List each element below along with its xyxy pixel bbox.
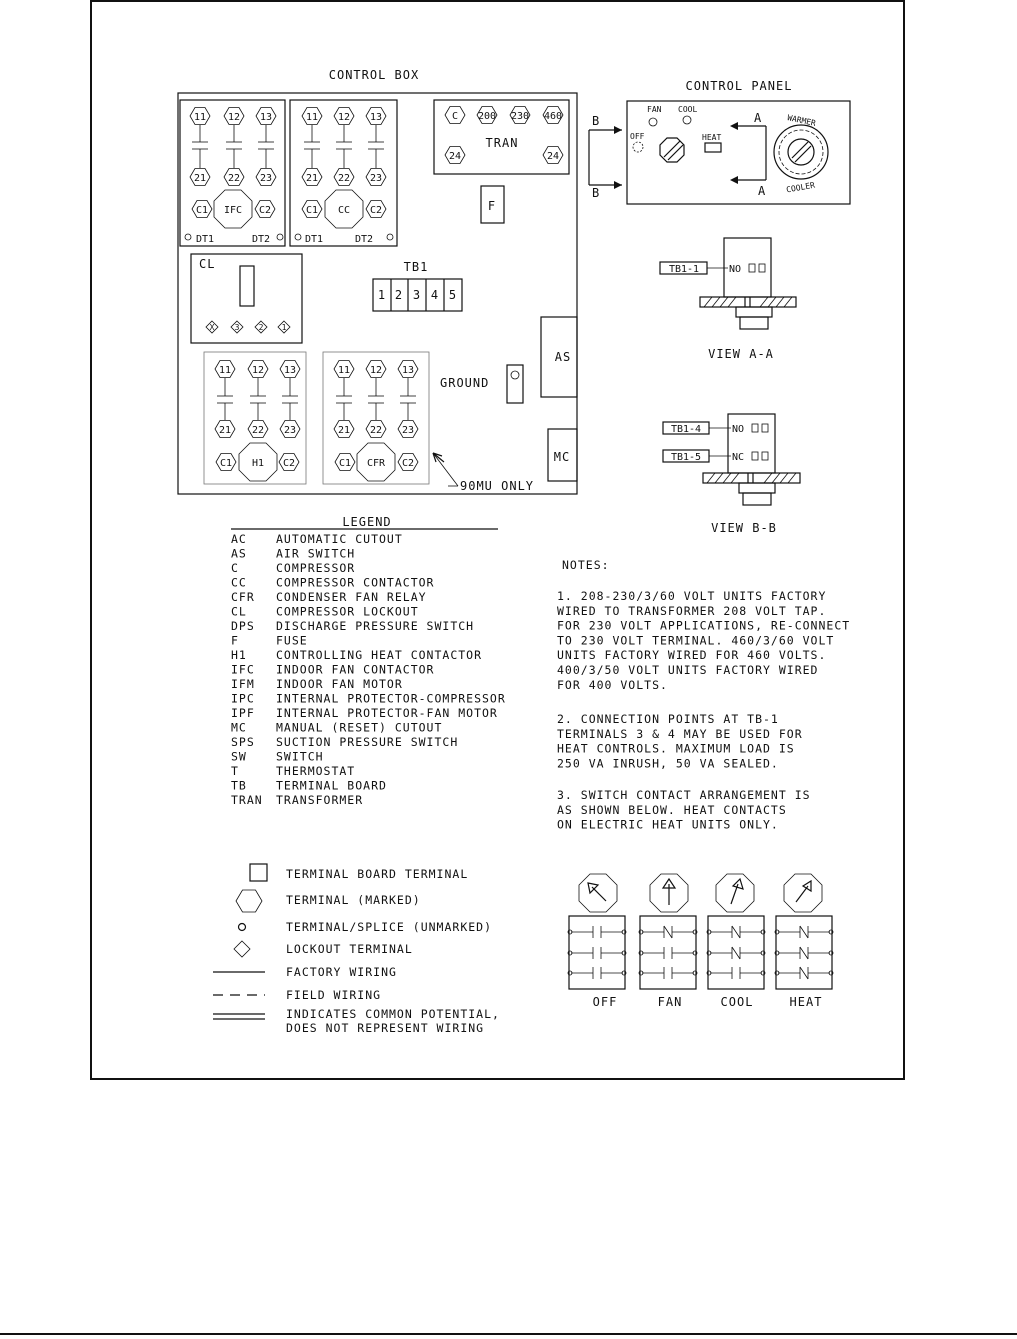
legend-description: CONDENSER FAN RELAY: [276, 590, 427, 604]
symbol-lockout-label: LOCKOUT TERMINAL: [286, 942, 413, 956]
control-box-title: CONTROL BOX: [328, 68, 420, 82]
terminal-12: 12: [251, 365, 265, 376]
section-b-top: B: [592, 114, 601, 128]
terminal-21: 21: [305, 173, 319, 184]
note-line: UNITS FACTORY WIRED FOR 460 VOLTS.: [557, 648, 827, 663]
dt1-label: DT1: [196, 234, 215, 245]
view-aa-cell: NO: [729, 264, 742, 275]
legend-description: AIR SWITCH: [276, 546, 356, 561]
switch-off-label: OFF: [592, 995, 618, 1009]
terminal-11: 11: [193, 112, 207, 123]
terminal-22: 22: [369, 425, 383, 436]
cool-label: COOL: [678, 105, 698, 114]
terminal-board-tb1: [373, 260, 462, 311]
legend-code: MC: [231, 720, 247, 735]
symbol-common-label-1: INDICATES COMMON POTENTIAL,: [286, 1007, 500, 1021]
legend-code: CL: [231, 604, 247, 619]
cooler-label: COOLER: [785, 180, 816, 195]
note-line: 250 VA INRUSH, 50 VA SEALED.: [557, 756, 779, 771]
air-switch-label: AS: [554, 350, 572, 364]
note-line: FOR 230 VOLT APPLICATIONS, RE-CONNECT: [557, 618, 851, 633]
tap-230: 230: [510, 111, 530, 122]
coil-c2: C2: [369, 205, 383, 216]
legend-code: AC: [231, 532, 247, 546]
coil-c2: C2: [258, 205, 272, 216]
lockout-1: 1: [281, 323, 287, 332]
terminal-22: 22: [337, 173, 351, 184]
control-panel-title: CONTROL PANEL: [685, 79, 793, 93]
legend-description: INTERNAL PROTECTOR-FAN MOTOR: [276, 706, 498, 720]
terminal-13: 13: [369, 112, 383, 123]
contactor-h1: [204, 352, 306, 484]
symbol-field-label: FIELD WIRING: [286, 988, 382, 1002]
legend-description: TRANSFORMER: [276, 793, 364, 807]
legend-code: F: [231, 633, 239, 648]
terminal-marked-symbol: [236, 890, 262, 912]
notes: [557, 558, 850, 832]
legend-code: CFR: [231, 590, 255, 604]
legend-description: INDOOR FAN CONTACTOR: [276, 662, 435, 677]
ground-label: GROUND: [440, 376, 490, 390]
view-bb-cell-top: NO: [732, 424, 745, 435]
terminal-12: 12: [227, 112, 241, 123]
terminal-13: 13: [283, 365, 297, 376]
legend-description: THERMOSTAT: [276, 764, 356, 778]
tb1-terminal-5: 5: [448, 288, 458, 302]
coil-c2: C2: [282, 458, 296, 469]
cl-label: CL: [199, 257, 216, 271]
symbol-terminal-board-label: TERMINAL BOARD TERMINAL: [286, 867, 469, 881]
legend-title: LEGEND: [342, 515, 392, 529]
symbol-common-label-2: DOES NOT REPRESENT WIRING: [286, 1021, 485, 1035]
section-a-top: A: [754, 111, 763, 125]
note-line: AS SHOWN BELOW. HEAT CONTACTS: [557, 802, 787, 817]
view-aa: [660, 238, 796, 361]
view-bb: [663, 414, 800, 535]
legend-code: IPC: [231, 691, 255, 706]
90mu-only-label: 90MU ONLY: [460, 479, 535, 493]
symbol-terminal-splice-label: TERMINAL/SPLICE (UNMARKED): [286, 920, 493, 934]
terminal-splice-symbol: [239, 924, 246, 931]
lockout-3: 3: [234, 323, 240, 332]
warmer-label: WARMER: [786, 113, 817, 128]
legend-description: FUSE: [276, 633, 308, 648]
terminal-22: 22: [251, 425, 265, 436]
note-line: TO 230 VOLT TERMINAL. 460/3/60 VOLT: [557, 633, 835, 648]
coil-cc: CC: [337, 205, 351, 216]
terminal-21: 21: [218, 425, 232, 436]
terminal-22: 22: [227, 173, 241, 184]
switch-fan-label: FAN: [657, 995, 683, 1009]
legend: [231, 515, 506, 807]
terminal-11: 11: [305, 112, 319, 123]
section-a-bottom: A: [758, 184, 767, 198]
coil-h1: H1: [251, 458, 265, 469]
coil-c1: C1: [219, 458, 233, 469]
symbol-key: [213, 864, 500, 1035]
terminal-21: 21: [193, 173, 207, 184]
contactor-ifc: [180, 100, 285, 246]
legend-code: TB: [231, 778, 247, 793]
note-line: 2. CONNECTION POINTS AT TB-1: [557, 712, 779, 726]
legend-description: COMPRESSOR LOCKOUT: [276, 604, 419, 619]
fan-indicator: [649, 118, 657, 126]
terminal-23: 23: [283, 425, 297, 436]
note-line: 3. SWITCH CONTACT ARRANGEMENT IS: [557, 788, 811, 802]
terminal-11: 11: [337, 365, 351, 376]
tap-460: 460: [543, 111, 563, 122]
fuse-label: F: [487, 199, 497, 213]
coil-cfr: CFR: [366, 458, 386, 469]
legend-description: SWITCH: [276, 749, 324, 764]
legend-description: MANUAL (RESET) CUTOUT: [276, 720, 443, 735]
legend-code: T: [231, 764, 239, 778]
note-line: TERMINALS 3 & 4 MAY BE USED FOR: [557, 726, 803, 741]
tb1-terminal-2: 2: [394, 288, 404, 302]
coil-c1: C1: [338, 458, 352, 469]
terminal-13: 13: [401, 365, 415, 376]
terminal-12: 12: [369, 365, 383, 376]
legend-description: TERMINAL BOARD: [276, 778, 387, 793]
terminal-23: 23: [259, 173, 273, 184]
switch-cool-label: COOL: [720, 995, 754, 1009]
coil-c1: C1: [195, 205, 209, 216]
view-bb-cell-bottom: NC: [732, 452, 745, 463]
terminal-12: 12: [337, 112, 351, 123]
terminal-21: 21: [337, 425, 351, 436]
note-line: 400/3/50 VOLT UNITS FACTORY WIRED: [557, 663, 819, 677]
view-aa-title: VIEW A-A: [708, 347, 774, 361]
dt1-label: DT1: [305, 234, 324, 245]
tb1-terminal-1: 1: [377, 288, 387, 302]
heat-indicator: [705, 143, 721, 152]
legend-code: SPS: [231, 735, 255, 749]
dt2-label: DT2: [355, 234, 374, 245]
coil-ifc: IFC: [223, 205, 243, 216]
terminal-23: 23: [401, 425, 415, 436]
legend-description: AUTOMATIC CUTOUT: [276, 532, 403, 546]
page-footer-rule: [0, 1333, 1017, 1335]
legend-code: DPS: [231, 619, 255, 633]
note-line: HEAT CONTROLS. MAXIMUM LOAD IS: [557, 741, 795, 756]
terminal-23: 23: [369, 173, 383, 184]
legend-code: H1: [231, 648, 247, 662]
legend-description: CONTROLLING HEAT CONTACTOR: [276, 648, 483, 662]
notes-title: NOTES:: [562, 558, 610, 572]
mode-selector-knob[interactable]: [660, 138, 684, 162]
compressor-lockout: [191, 254, 302, 343]
legend-code: IFM: [231, 677, 255, 691]
off-indicator: [633, 142, 643, 152]
section-b-bottom: B: [592, 186, 601, 200]
symbol-terminal-marked-label: TERMINAL (MARKED): [286, 893, 421, 907]
legend-code: SW: [231, 749, 247, 764]
tap-c: C: [451, 111, 459, 122]
legend-code: CC: [231, 575, 247, 590]
off-label: OFF: [630, 132, 645, 141]
switch-heat-label: HEAT: [789, 995, 823, 1009]
tb1-terminal-4: 4: [430, 288, 440, 302]
note-line: FOR 400 VOLTS.: [557, 677, 668, 692]
coil-c1: C1: [305, 205, 319, 216]
cool-indicator: [683, 116, 691, 124]
legend-code: IPF: [231, 706, 255, 720]
terminal-11: 11: [218, 365, 232, 376]
legend-description: INTERNAL PROTECTOR-COMPRESSOR: [276, 691, 506, 706]
tran-24-right: 24: [546, 151, 560, 162]
thermostat-knob-outer: [774, 125, 828, 179]
legend-code: AS: [231, 546, 247, 561]
manual-cutout-label: MC: [553, 450, 571, 464]
symbol-factory-label: FACTORY WIRING: [286, 965, 397, 979]
view-bb-tb-top: TB1-4: [670, 424, 702, 435]
legend-description: COMPRESSOR CONTACTOR: [276, 575, 435, 590]
legend-description: INDOOR FAN MOTOR: [276, 677, 403, 691]
lockout-x: X: [209, 323, 215, 332]
legend-description: COMPRESSOR: [276, 561, 356, 575]
tb1-label: TB1: [403, 260, 429, 274]
legend-code: IFC: [231, 662, 255, 677]
legend-code: C: [231, 561, 239, 575]
note-line: WIRED TO TRANSFORMER 208 VOLT TAP.: [557, 603, 827, 618]
tran-24-left: 24: [448, 151, 462, 162]
legend-code: TRAN: [231, 793, 263, 807]
coil-c2: C2: [401, 458, 415, 469]
terminal-13: 13: [259, 112, 273, 123]
tran-label: TRAN: [485, 136, 519, 150]
dt2-label: DT2: [252, 234, 271, 245]
view-bb-title: VIEW B-B: [711, 521, 777, 535]
view-bb-tb-bottom: TB1-5: [670, 452, 702, 463]
contactor-cc: [290, 100, 397, 246]
legend-description: SUCTION PRESSURE SWITCH: [276, 735, 459, 749]
transformer: [434, 100, 569, 174]
terminal-board-symbol: [250, 864, 267, 881]
switch-positions: [568, 874, 833, 1009]
heat-label: HEAT: [702, 133, 722, 142]
tap-200: 200: [477, 111, 497, 122]
lockout-2: 2: [258, 323, 264, 332]
legend-description: DISCHARGE PRESSURE SWITCH: [276, 619, 475, 633]
note-line: 1. 208-230/3/60 VOLT UNITS FACTORY: [557, 589, 827, 603]
fan-label: FAN: [647, 105, 662, 114]
thermostat-knob[interactable]: [788, 139, 814, 165]
tb1-terminal-3: 3: [412, 288, 422, 302]
contactor-cfr: [323, 352, 429, 484]
view-aa-tb: TB1-1: [668, 264, 700, 275]
note-line: ON ELECTRIC HEAT UNITS ONLY.: [557, 817, 779, 832]
lockout-symbol: [234, 941, 250, 957]
